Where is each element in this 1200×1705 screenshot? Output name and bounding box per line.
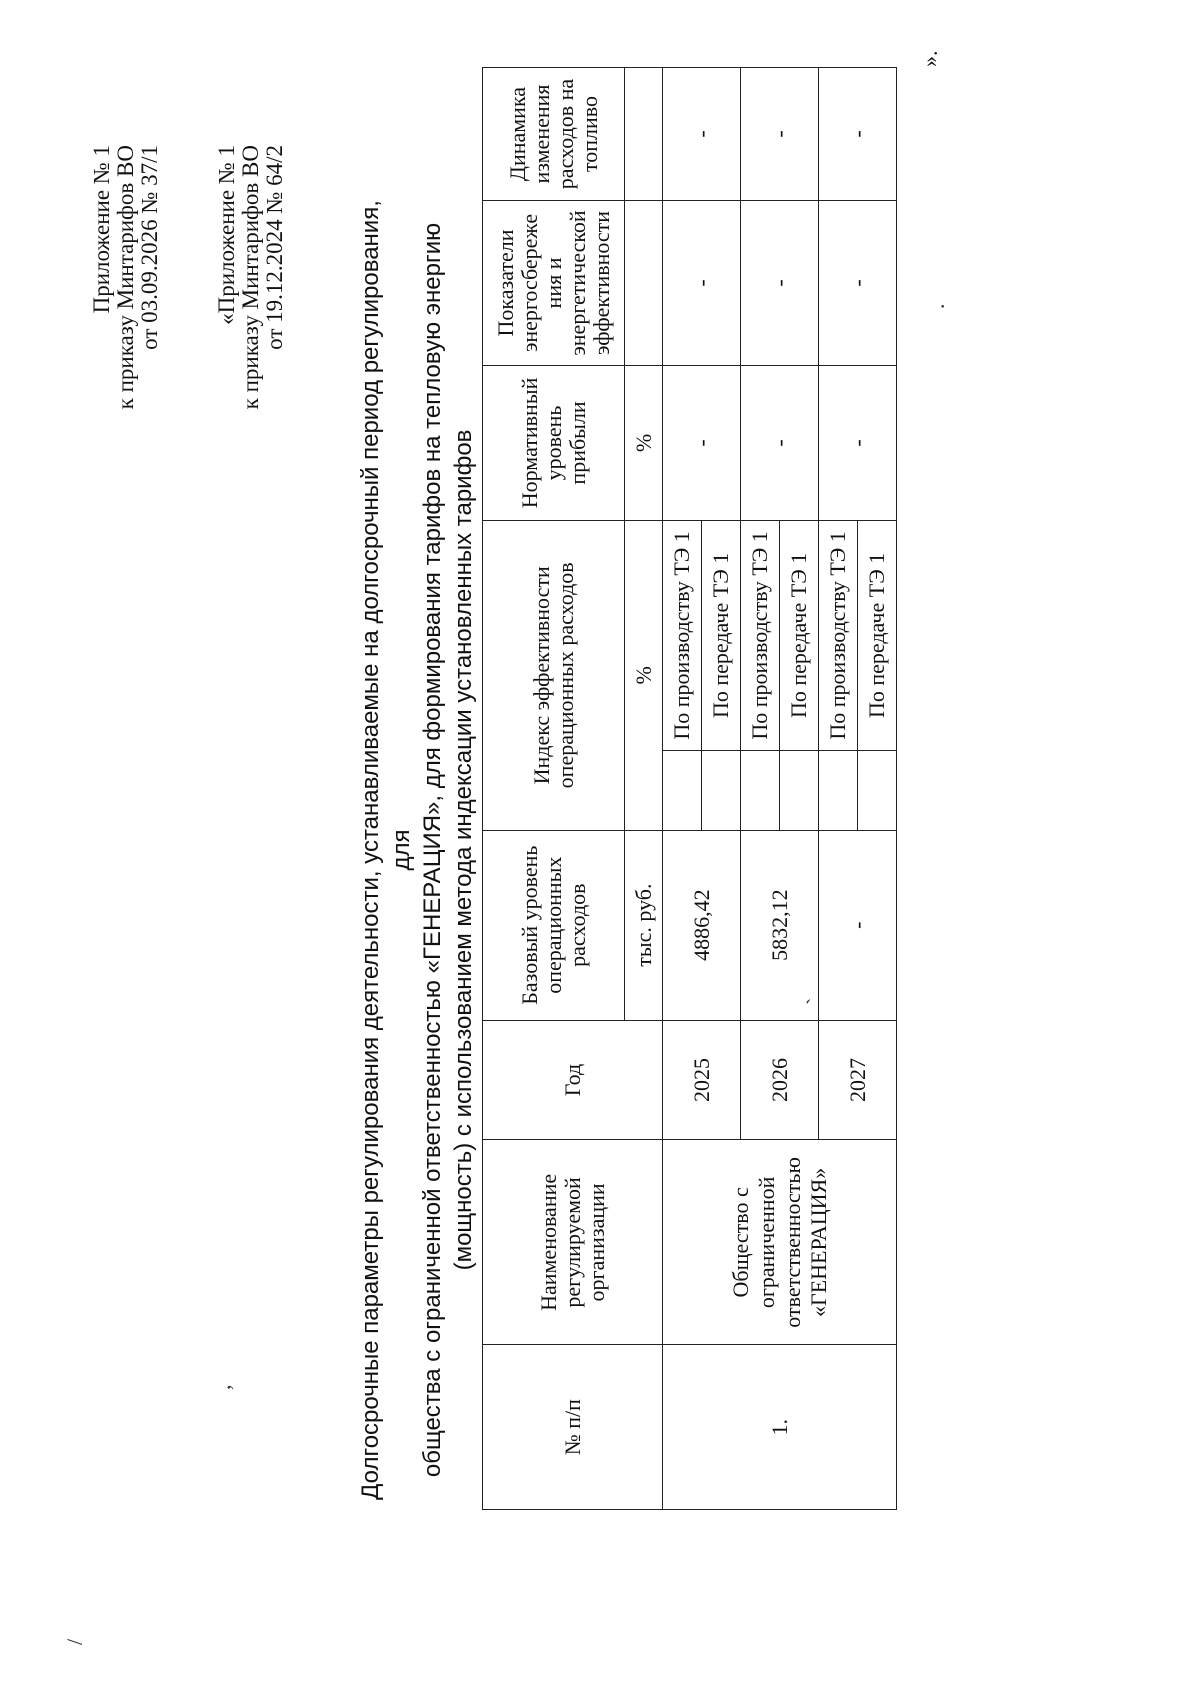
scan-mark: `: [802, 997, 827, 1005]
fuel-2027: -: [819, 68, 897, 201]
title-line3: (мощность) с использованием метода индексации установленных тарифов: [450, 429, 477, 1271]
prod-label-2027: По производству ТЭ 1: [819, 520, 858, 750]
index-spacer-2025b: [702, 750, 741, 830]
profit-2026: -: [741, 365, 819, 520]
row-number: 1.: [663, 1345, 897, 1510]
title-line1: Долгосрочные параметры регулирования деятельности, устанавливаемые на долгосрочный период регулирования, для: [357, 200, 415, 1500]
trans-label-2025: По передаче ТЭ 1: [702, 520, 741, 750]
index-spacer-2027: [819, 750, 858, 830]
stamp-new-line3: от 03.09.2026 № 37/1: [137, 145, 162, 350]
header-energy: Показатели энергосбереже ния и энергетической эффективности: [483, 200, 625, 365]
year-2025: 2025: [663, 1020, 741, 1140]
index-spacer-2026b: [780, 750, 819, 830]
base-2027: -: [819, 830, 897, 1020]
appendix-stamp-new: [90, 145, 162, 409]
prod-label-2025: По производству ТЭ 1: [663, 520, 702, 750]
trans-label-2026: По передаче ТЭ 1: [780, 520, 819, 750]
energy-2027: -: [819, 200, 897, 365]
header-year: Год: [483, 1020, 663, 1140]
prod-label-2026: По производству ТЭ 1: [741, 520, 780, 750]
stamp-old-line2: к приказу Минтарифов ВО: [238, 145, 263, 410]
title-line2: общества с ограниченной ответственностью «ГЕНЕРАЦИЯ», для формирования тарифов на тепловую энергию: [419, 222, 446, 1478]
header-num: № п/п: [483, 1345, 663, 1510]
header-org: Наименование регулируемой организации: [483, 1140, 663, 1345]
year-2026: 2026: [741, 1020, 819, 1140]
fuel-2026: -: [741, 68, 819, 201]
closing-quote: ».: [917, 50, 942, 67]
index-spacer-2025: [663, 750, 702, 830]
header-index: Индекс эффективности операционных расходов: [483, 520, 625, 830]
appendix-stamp-old: [215, 145, 287, 409]
unit-fuel: [625, 68, 663, 201]
header-row: [483, 68, 625, 1510]
fuel-2025: -: [663, 68, 741, 201]
profit-2027: -: [819, 365, 897, 520]
energy-2026: -: [741, 200, 819, 365]
base-2026: 5832,12: [741, 830, 819, 1020]
index-spacer-2026: [741, 750, 780, 830]
parameters-table: [482, 67, 897, 1510]
unit-base: тыс. руб.: [625, 830, 663, 1020]
index-spacer-2027b: [858, 750, 897, 830]
stamp-old-line1: «Приложение № 1: [214, 145, 239, 325]
year-2027: 2027: [819, 1020, 897, 1140]
trans-label-2027: По передаче ТЭ 1: [858, 520, 897, 750]
stamp-old-line3: от 19.12.2024 № 64/2: [262, 145, 287, 350]
table-row-2025-production: [663, 68, 702, 1510]
header-fuel: Динамика изменения расходов на топливо: [483, 68, 625, 201]
document-title: [355, 195, 479, 1505]
stamp-new-line2: к приказу Минтарифов ВО: [113, 145, 138, 410]
stamp-new-line1: Приложение № 1: [89, 145, 114, 314]
base-2025: 4886,42: [663, 830, 741, 1020]
scan-mark: ,: [210, 1384, 235, 1390]
header-profit: Нормативный уровень прибыли: [483, 365, 625, 520]
unit-energy: [625, 200, 663, 365]
profit-2025: -: [663, 365, 741, 520]
org-name: Общество с ограниченной ответственностью «ГЕНЕРАЦИЯ»: [663, 1140, 897, 1345]
unit-index: %: [625, 520, 663, 830]
scan-mark: ·: [930, 302, 955, 310]
unit-profit: %: [625, 365, 663, 520]
header-base: Базовый уровень операционных расходов: [483, 830, 625, 1020]
scan-mark: /: [62, 1638, 87, 1645]
energy-2025: -: [663, 200, 741, 365]
